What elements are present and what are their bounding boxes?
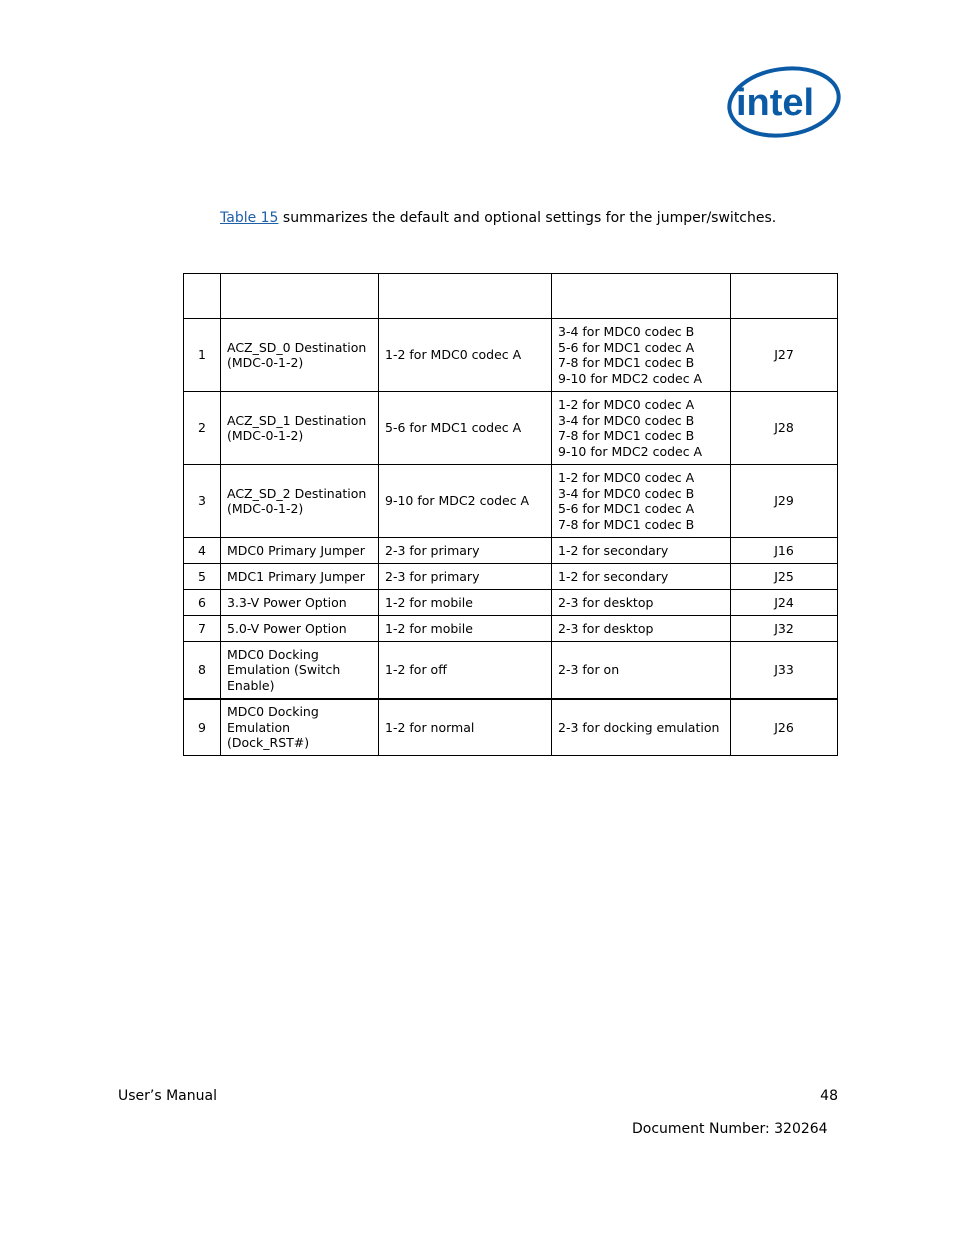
reference-designator-cell: J29 bbox=[731, 465, 838, 538]
table-row bbox=[184, 590, 838, 616]
row-number-cell: 6 bbox=[184, 590, 221, 616]
function-cell bbox=[221, 699, 379, 756]
function-cell-line: MDC0 Primary Jumper bbox=[227, 542, 365, 558]
header-cell bbox=[379, 274, 552, 319]
row-number-cell: 4 bbox=[184, 538, 221, 564]
optional-setting-cell-line: 5-6 for MDC1 codec A bbox=[558, 339, 695, 355]
optional-setting-cell bbox=[552, 564, 731, 590]
optional-setting-cell bbox=[552, 392, 731, 465]
function-cell-line: (Dock_RST#) bbox=[227, 735, 310, 750]
table-row bbox=[184, 642, 838, 699]
function-cell bbox=[221, 564, 379, 590]
default-setting-cell bbox=[379, 392, 552, 465]
optional-setting-cell-line: 2-3 for docking emulation bbox=[558, 719, 720, 735]
optional-setting-cell bbox=[552, 538, 731, 564]
function-cell bbox=[221, 538, 379, 564]
default-setting-cell bbox=[379, 699, 552, 756]
default-setting-cell-line: 5-6 for MDC1 codec A bbox=[385, 420, 522, 436]
function-cell bbox=[221, 642, 379, 699]
default-setting-cell bbox=[379, 538, 552, 564]
header-cell bbox=[184, 274, 221, 319]
optional-setting-cell-line: 3-4 for MDC0 codec B bbox=[558, 324, 695, 339]
default-setting-cell-line: 1-2 for MDC0 codec A bbox=[385, 347, 522, 363]
function-cell-line: MDC1 Primary Jumper bbox=[227, 568, 365, 584]
default-setting-cell-line: 2-3 for primary bbox=[385, 568, 480, 584]
reference-designator-cell: J25 bbox=[731, 564, 838, 590]
function-cell bbox=[221, 616, 379, 642]
function-cell-line: ACZ_SD_0 Destination bbox=[227, 339, 367, 355]
function-cell-line: (MDC-0-1-2) bbox=[227, 501, 304, 516]
function-cell-line: ACZ_SD_2 Destination bbox=[227, 485, 367, 501]
default-setting-cell bbox=[379, 564, 552, 590]
optional-setting-cell-line: 9-10 for MDC2 codec A bbox=[558, 370, 703, 386]
row-number-cell: 9 bbox=[184, 699, 221, 756]
intro-paragraph bbox=[220, 210, 776, 226]
default-setting-cell bbox=[379, 642, 552, 699]
header-cell bbox=[552, 274, 731, 319]
row-number-cell: 2 bbox=[184, 392, 221, 465]
default-setting-cell-line: 2-3 for primary bbox=[385, 542, 480, 558]
table-body bbox=[184, 319, 838, 756]
optional-setting-cell-line: 9-10 for MDC2 codec A bbox=[558, 443, 703, 459]
reference-designator-cell: J27 bbox=[731, 319, 838, 392]
optional-setting-cell-line: 5-6 for MDC1 codec A bbox=[558, 501, 695, 516]
function-cell bbox=[221, 465, 379, 538]
row-number-cell: 5 bbox=[184, 564, 221, 590]
function-cell bbox=[221, 319, 379, 392]
intel-logo-text: intel bbox=[736, 82, 815, 124]
footer-manual-title: User’s Manual bbox=[118, 1088, 217, 1104]
reference-designator-cell: J26 bbox=[731, 699, 838, 756]
default-setting-cell-line: 1-2 for off bbox=[385, 662, 447, 677]
optional-setting-cell-line: 7-8 for MDC1 codec B bbox=[558, 428, 695, 443]
function-cell-line: (MDC-0-1-2) bbox=[227, 428, 304, 443]
table-row bbox=[184, 564, 838, 590]
function-cell-line: Enable) bbox=[227, 677, 275, 693]
footer-page-number: 48 bbox=[820, 1088, 838, 1104]
function-cell-line: ACZ_SD_1 Destination bbox=[227, 412, 367, 428]
table-row bbox=[184, 699, 838, 756]
function-cell-line: (MDC-0-1-2) bbox=[227, 355, 304, 370]
table-15-link[interactable]: Table 15 bbox=[220, 210, 279, 226]
row-number-cell: 1 bbox=[184, 319, 221, 392]
header-cell bbox=[731, 274, 838, 319]
header-cell bbox=[221, 274, 379, 319]
default-setting-cell bbox=[379, 319, 552, 392]
row-number-cell: 7 bbox=[184, 616, 221, 642]
optional-setting-cell-line: 7-8 for MDC1 codec B bbox=[558, 516, 695, 532]
intel-logo bbox=[726, 62, 842, 140]
optional-setting-cell-line: 1-2 for secondary bbox=[558, 568, 669, 584]
table-row bbox=[184, 538, 838, 564]
row-number-cell: 8 bbox=[184, 642, 221, 699]
optional-setting-cell-line: 1-2 for MDC0 codec A bbox=[558, 397, 695, 412]
optional-setting-cell bbox=[552, 699, 731, 756]
reference-designator-cell: J32 bbox=[731, 616, 838, 642]
footer-document-number: Document Number: 320264 bbox=[632, 1121, 828, 1137]
function-cell-line: MDC0 Docking bbox=[227, 646, 319, 662]
default-setting-cell bbox=[379, 465, 552, 538]
default-setting-cell-line: 1-2 for mobile bbox=[385, 620, 473, 636]
default-setting-cell bbox=[379, 590, 552, 616]
default-setting-cell bbox=[379, 616, 552, 642]
reference-designator-cell: J33 bbox=[731, 642, 838, 699]
function-cell-line: MDC0 Docking bbox=[227, 704, 319, 719]
reference-designator-cell: J16 bbox=[731, 538, 838, 564]
table-row bbox=[184, 616, 838, 642]
jumper-settings-table bbox=[183, 273, 838, 756]
default-setting-cell-line: 1-2 for normal bbox=[385, 719, 475, 735]
row-number-cell: 3 bbox=[184, 465, 221, 538]
optional-setting-cell-line: 3-4 for MDC0 codec B bbox=[558, 485, 695, 501]
function-cell-line: Emulation bbox=[227, 719, 291, 735]
optional-setting-cell-line: 1-2 for MDC0 codec A bbox=[558, 470, 695, 485]
optional-setting-cell bbox=[552, 465, 731, 538]
optional-setting-cell-line: 3-4 for MDC0 codec B bbox=[558, 412, 695, 428]
optional-setting-cell-line: 7-8 for MDC1 codec B bbox=[558, 355, 695, 370]
function-cell bbox=[221, 590, 379, 616]
default-setting-cell-line: 9-10 for MDC2 codec A bbox=[385, 493, 530, 509]
reference-designator-cell: J28 bbox=[731, 392, 838, 465]
optional-setting-cell-line: 2-3 for desktop bbox=[558, 594, 654, 610]
table-row bbox=[184, 465, 838, 538]
function-cell bbox=[221, 392, 379, 465]
optional-setting-cell-line: 1-2 for secondary bbox=[558, 542, 669, 558]
optional-setting-cell bbox=[552, 590, 731, 616]
optional-setting-cell-line: 2-3 for desktop bbox=[558, 620, 654, 636]
function-cell-line: Emulation (Switch bbox=[227, 662, 341, 677]
optional-setting-cell bbox=[552, 642, 731, 699]
reference-designator-cell: J24 bbox=[731, 590, 838, 616]
table-header-row bbox=[184, 274, 838, 319]
default-setting-cell-line: 1-2 for mobile bbox=[385, 594, 473, 610]
table-row bbox=[184, 392, 838, 465]
optional-setting-cell bbox=[552, 616, 731, 642]
function-cell-line: 3.3-V Power Option bbox=[227, 594, 347, 610]
table-row bbox=[184, 319, 838, 392]
optional-setting-cell-line: 2-3 for on bbox=[558, 662, 620, 677]
optional-setting-cell bbox=[552, 319, 731, 392]
intro-text: summarizes the default and optional settings for the jumper/switches. bbox=[278, 210, 777, 226]
function-cell-line: 5.0-V Power Option bbox=[227, 620, 347, 636]
